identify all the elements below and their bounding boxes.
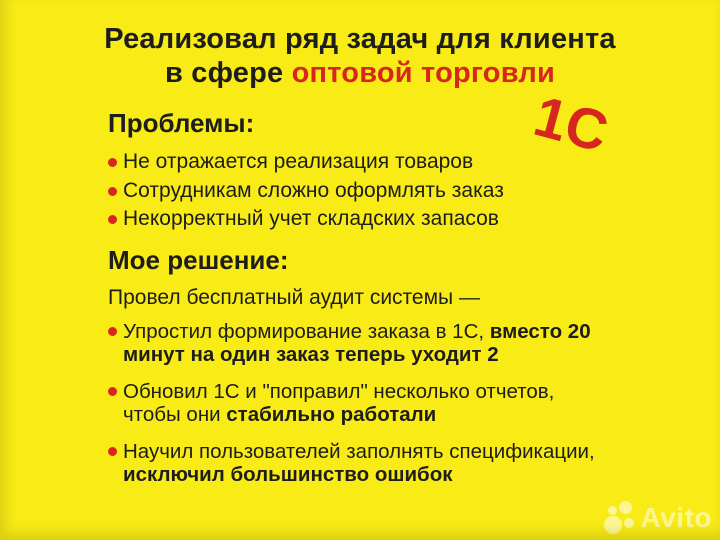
bullet-dot-icon [108, 327, 117, 336]
list-item-text-bold: исключил большинство ошибок [123, 463, 453, 486]
list-item-text [123, 320, 591, 366]
list-item-text: Сотрудникам сложно оформлять заказ [123, 178, 504, 202]
solution-heading: Мое решение: [108, 245, 289, 275]
list-item-text-normal: Обновил 1С и "поправил" несколько отчетов, чтобы они [123, 380, 555, 426]
bullet-dot-icon [108, 187, 117, 196]
list-item [108, 320, 610, 366]
list-item [108, 440, 610, 486]
title-line2 [0, 56, 720, 90]
list-item-text-normal: Научил пользователей заполнять спецификации, [123, 440, 595, 463]
problems-list [108, 148, 610, 234]
list-item-text-normal: Упростил формирование заказа в 1С, [123, 320, 490, 343]
bullet-dot-icon [108, 215, 117, 224]
problems-heading: Проблемы: [108, 108, 255, 138]
list-item [108, 177, 610, 206]
list-item-text: Не отражается реализация товаров [123, 150, 474, 173]
bullet-dot-icon [108, 447, 117, 456]
list-item [108, 148, 610, 177]
solution-list [108, 320, 610, 486]
solution-section [108, 245, 610, 500]
avito-logo-icon [604, 500, 637, 535]
title-line1: Реализовал ряд задач для клиента [104, 23, 616, 55]
list-item-text: Некорректный учет складских запасов [123, 207, 499, 230]
list-item-text-bold: стабильно работали [226, 403, 437, 426]
list-item [108, 205, 610, 234]
title-line2-red: оптовой торговли [291, 57, 556, 89]
1c-logo: 1С [527, 84, 615, 165]
page-title [0, 22, 720, 90]
solution-intro: Провел бесплатный аудит системы — [108, 286, 480, 309]
avito-watermark [604, 500, 712, 535]
bullet-dot-icon [108, 158, 117, 167]
list-item [108, 380, 610, 426]
list-item-text-bold: вместо 20 минут на один заказ теперь уходит 2 [123, 320, 591, 366]
list-item-text [123, 440, 595, 486]
problems-section [108, 108, 610, 234]
title-line2-black: в сфере [164, 57, 284, 89]
avito-watermark-text: Avito [640, 501, 712, 533]
bullet-dot-icon [108, 387, 117, 396]
list-item-text [123, 380, 554, 426]
